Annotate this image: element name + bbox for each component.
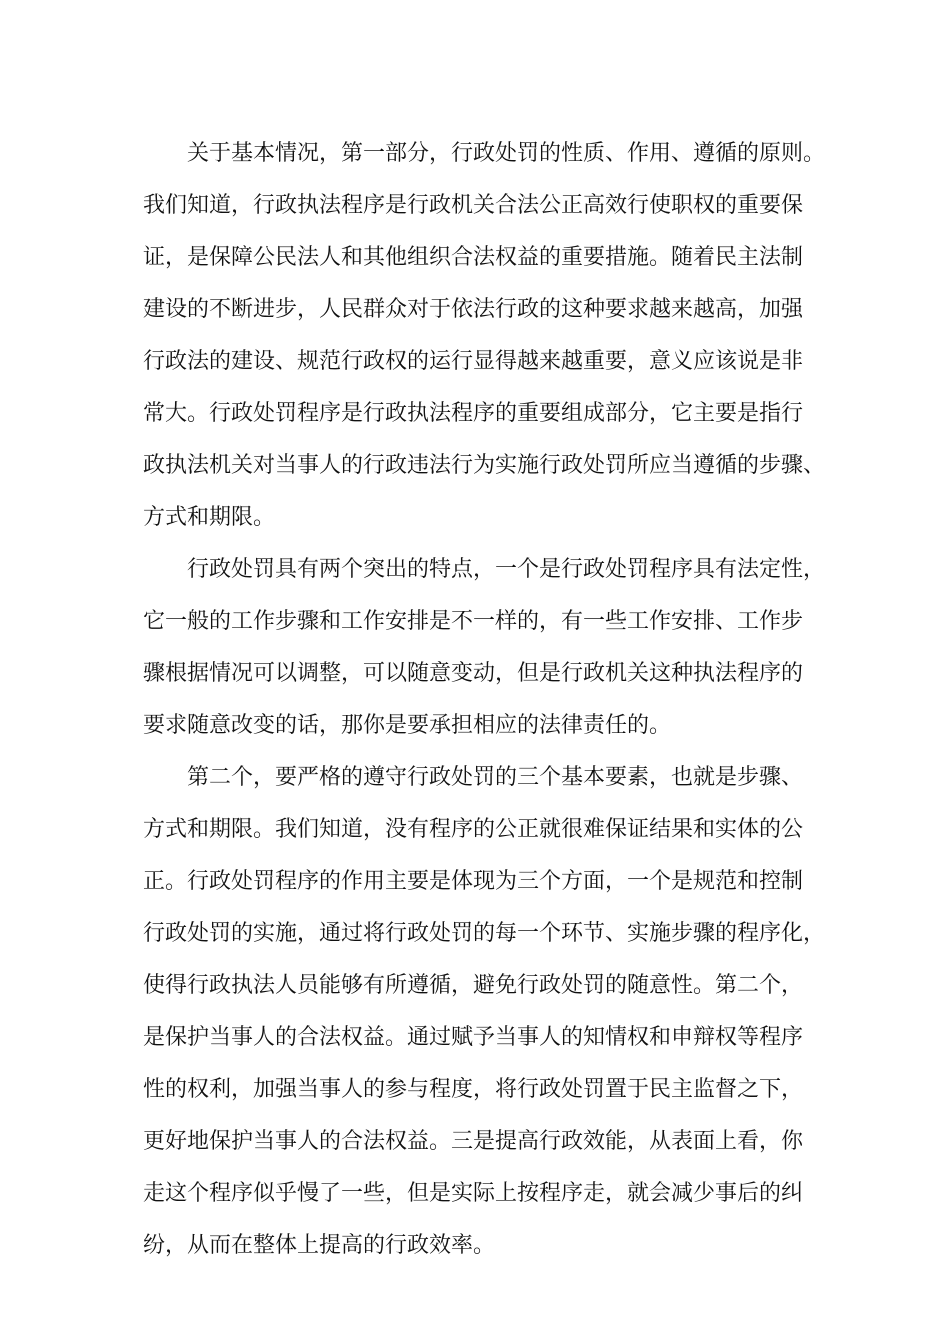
paragraph-1-line-3: 证，是保障公民法人和其他组织合法权益的重要措施。随着民主法制 [143,245,804,270]
paragraph-3-line-2: 方式和期限。我们知道，没有程序的公正就很难保证结果和实体的公 [143,817,804,842]
paragraph-3-line-4: 行政处罚的实施，通过将行政处罚的每一个环节、实施步骤的程序化， [143,921,826,946]
paragraph-1-line-6: 常大。行政处罚程序是行政执法程序的重要组成部分，它主要是指行 [143,401,804,426]
paragraph-2-line-3: 骤根据情况可以调整，可以随意变动，但是行政机关这种执法程序的 [143,661,804,686]
paragraph-3-line-6: 是保护当事人的合法权益。通过赋予当事人的知情权和申辩权等程序 [143,1025,804,1050]
paragraph-3-line-3: 正。行政处罚程序的作用主要是体现为三个方面，一个是规范和控制 [143,869,804,894]
paragraph-3-line-7: 性的权利，加强当事人的参与程度，将行政处罚置于民主监督之下， [143,1077,804,1102]
paragraph-3-line-9: 走这个程序似乎慢了一些，但是实际上按程序走，就会减少事后的纠 [143,1181,804,1206]
paragraph-3-line-1: 第二个，要严格的遵守行政处罚的三个基本要素，也就是步骤、 [187,765,804,790]
paragraph-1-line-2: 我们知道，行政执法程序是行政机关合法公正高效行使职权的重要保 [143,193,804,218]
paragraph-1-line-5: 行政法的建设、规范行政权的运行显得越来越重要，意义应该说是非 [143,349,804,374]
paragraph-2-line-2: 它一般的工作步骤和工作安排是不一样的，有一些工作安排、工作步 [143,609,804,634]
paragraph-3-line-8: 更好地保护当事人的合法权益。三是提高行政效能，从表面上看，你 [143,1129,804,1154]
paragraph-2-line-4: 要求随意改变的话，那你是要承担相应的法律责任的。 [143,713,672,738]
paragraph-2-line-1: 行政处罚具有两个突出的特点，一个是行政处罚程序具有法定性， [187,557,826,582]
paragraph-1-line-4: 建设的不断进步，人民群众对于依法行政的这种要求越来越高，加强 [143,297,804,322]
paragraph-3-line-5: 使得行政执法人员能够有所遵循，避免行政处罚的随意性。第二个， [143,973,804,998]
paragraph-1-line-8: 方式和期限。 [143,505,276,530]
paragraph-3-line-10: 纷，从而在整体上提高的行政效率。 [143,1233,496,1258]
paragraph-1-line-1: 关于基本情况，第一部分，行政处罚的性质、作用、遵循的原则。 [187,141,826,166]
paragraph-1-line-7: 政执法机关对当事人的行政违法行为实施行政处罚所应当遵循的步骤、 [143,453,826,478]
